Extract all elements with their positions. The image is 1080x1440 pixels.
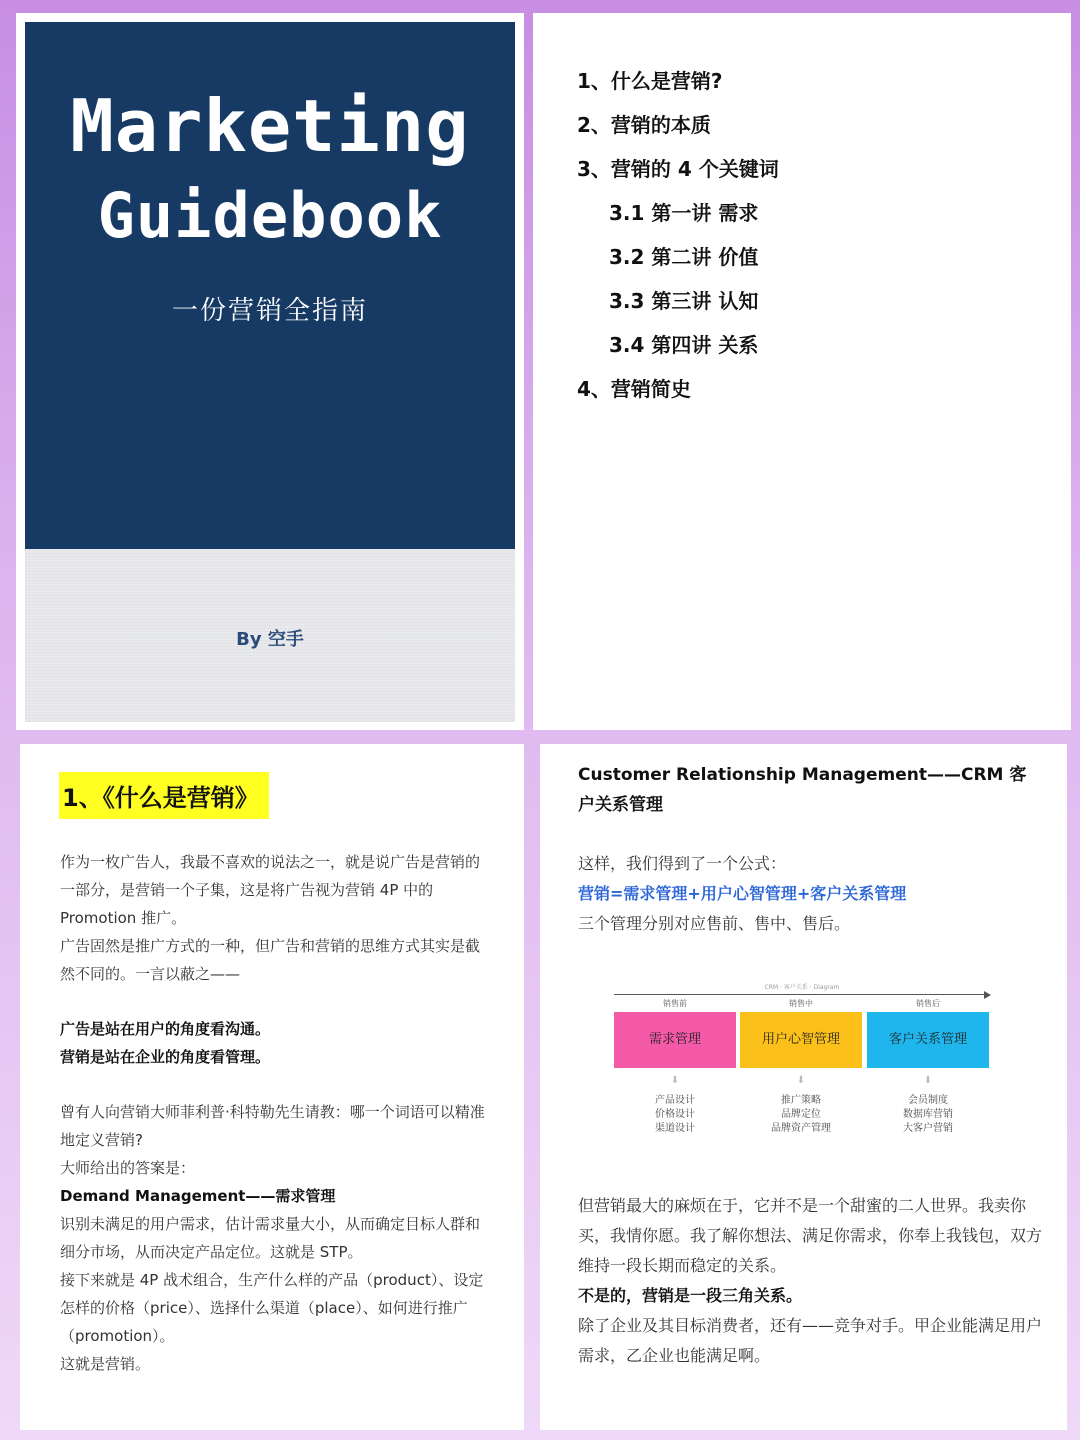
stage-item: 会员制度 bbox=[908, 1095, 948, 1106]
paragraph: 大师给出的答案是： bbox=[60, 1159, 196, 1177]
toc-item: 2、营销的本质 bbox=[577, 113, 711, 137]
note-text: 三个管理分别对应售前、售中、售后。 bbox=[578, 914, 851, 933]
paragraph: 这就是营销。 bbox=[60, 1355, 151, 1373]
stage-box-relationship: 客户关系管理 bbox=[867, 1012, 989, 1068]
bold-paragraph: Demand Management——需求管理 bbox=[60, 1187, 336, 1205]
bold-paragraph: 广告是站在用户的角度看沟通。 bbox=[60, 1020, 271, 1038]
cover-title-line2: Guidebook bbox=[97, 179, 443, 252]
stage-item: 产品设计 bbox=[655, 1095, 695, 1106]
paragraph: 曾有人向营销大师菲利普·科特勒先生请教：哪一个词语可以精准地定义营销? bbox=[60, 1103, 485, 1149]
toc-item: 1、什么是营销? bbox=[577, 69, 723, 93]
cover-footer bbox=[25, 549, 515, 722]
cover-subtitle: 一份营销全指南 bbox=[171, 296, 368, 326]
stage-label: 销售中 bbox=[789, 999, 813, 1008]
crm-diagram bbox=[612, 982, 992, 1142]
formula-text: 营销=需求管理+用户心智管理+客户关系管理 bbox=[578, 884, 907, 903]
toc-list bbox=[577, 65, 779, 417]
toc-subitem: 3.1 第一讲 需求 bbox=[609, 201, 759, 225]
toc-subitem: 3.4 第四讲 关系 bbox=[609, 333, 759, 357]
stage-items bbox=[614, 1094, 736, 1136]
paragraph: 识别未满足的用户需求，估计需求量大小，从而确定目标人群和细分市场，从而决定产品定位。这就是 STP。 bbox=[60, 1215, 481, 1261]
section2-intro bbox=[578, 849, 1038, 939]
paragraph: 作为一枚广告人，我最不喜欢的说法之一，就是说广告是营销的一部分，是营销一个子集，这是将广告视为营销 4P 中的 Promotion 推广。 bbox=[60, 853, 481, 927]
section1-page bbox=[20, 744, 524, 1430]
stage-items bbox=[867, 1094, 989, 1136]
toc-item: 4、营销简史 bbox=[577, 377, 691, 401]
down-arrow-icon: ⬇ bbox=[670, 1075, 680, 1086]
down-arrow-icon: ⬇ bbox=[796, 1075, 806, 1086]
stage-box-mind: 用户心智管理 bbox=[740, 1012, 862, 1068]
section1-body bbox=[60, 848, 490, 1378]
stage-item: 数据库营销 bbox=[903, 1109, 953, 1120]
toc-subitem: 3.2 第二讲 价值 bbox=[609, 245, 759, 269]
section1-heading: 1、《什么是营销》 bbox=[59, 772, 269, 819]
cover-title-block bbox=[25, 22, 515, 549]
cover-page bbox=[16, 13, 524, 730]
stage-item: 品牌资产管理 bbox=[771, 1123, 831, 1134]
paragraph: 广告固然是推广方式的一种，但广告和营销的思维方式其实是截然不同的。一言以蔽之—— bbox=[60, 937, 481, 983]
stage-item: 品牌定位 bbox=[781, 1109, 821, 1120]
timeline-arrow bbox=[614, 994, 986, 995]
intro-text: 这样，我们得到了一个公式： bbox=[578, 854, 787, 873]
paragraph: 接下来就是 4P 战术组合，生产什么样的产品（product）、设定怎样的价格（price）、选择什么渠道（place）、如何进行推广（promotion）。 bbox=[60, 1271, 484, 1345]
stage-item: 推广策略 bbox=[781, 1095, 821, 1106]
toc-page bbox=[533, 13, 1071, 730]
paragraph: 但营销最大的麻烦在于，它并不是一个甜蜜的二人世界。我卖你买，我情你愿。我了解你想法、满足你需求，你奉上我钱包，双方维持一段长期而稳定的关系。 bbox=[578, 1196, 1043, 1275]
bold-paragraph: 营销是站在企业的角度看管理。 bbox=[60, 1048, 271, 1066]
stage-label: 销售后 bbox=[916, 999, 940, 1008]
stage-item: 价格设计 bbox=[655, 1109, 695, 1120]
toc-subitem: 3.3 第三讲 认知 bbox=[609, 289, 759, 313]
section2-heading: Customer Relationship Management——CRM 客户关系管理 bbox=[578, 765, 1027, 815]
toc-item: 3、营销的 4 个关键词 bbox=[577, 157, 779, 181]
stage-label: 销售前 bbox=[663, 999, 687, 1008]
diagram-caption: CRM · 客户关系 · Diagram bbox=[764, 984, 840, 991]
stage-item: 大客户营销 bbox=[903, 1123, 953, 1134]
down-arrow-icon: ⬇ bbox=[923, 1075, 933, 1086]
section2-page bbox=[540, 744, 1067, 1430]
cover-author: By 空手 bbox=[236, 629, 304, 650]
stage-item: 渠道设计 bbox=[655, 1123, 695, 1134]
cover-title-line1: Marketing bbox=[70, 84, 470, 168]
section2-body bbox=[578, 1191, 1043, 1371]
paragraph: 除了企业及其目标消费者，还有——竞争对手。甲企业能满足用户需求，乙企业也能满足啊。 bbox=[578, 1316, 1043, 1365]
stage-items bbox=[740, 1094, 862, 1136]
bold-paragraph: 不是的，营销是一段三角关系。 bbox=[578, 1286, 803, 1305]
stage-box-demand: 需求管理 bbox=[614, 1012, 736, 1068]
